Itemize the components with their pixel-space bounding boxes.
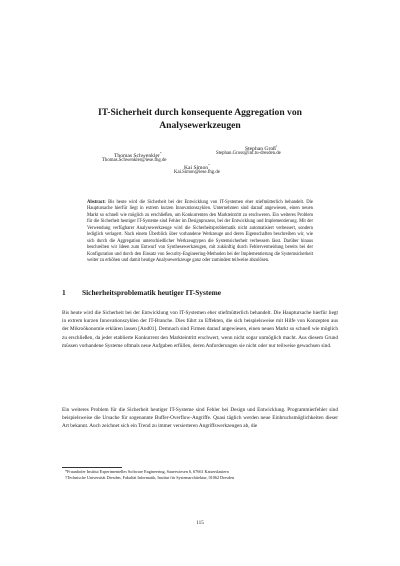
abstract-text: Bis heute wird die Sicherheit bei der Entwicklung von IT-Systemen eher stiefmütterlich behandelt. Die Hauptursache hierfür liegt in extrem kurzen Innovationszyklen. Unternehmen sind darauf angewiesen, einen neuen Markt so schnell wie möglich zu erschließen, um Konkurrenten den Markteintritt zu erschweren. Ein weiteres Problem für die Sicherheit heutiger IT-Systeme sind Fehler im Designprozess, bei der Entwicklung und Implementierung. Mit der Verwendung verfügbarer Analysewerkzeuge wird die Sicherheitsproblematik nicht automatisiert verbessert, sondern lediglich verlagert. Nach einem Überblick über vorhandene Werkzeuge und deren Eigenschaften beschreiben wir, wie sich durch die Aggregation unterschiedlicher Werkzeugtypen die Systemsicherheit verbessern lässt. Darüber hinaus beschreiben wir Ideen zum Entwurf von Synthesewerkzeugen, mit zukünftig durch Fehlervermeidung bereits bei der Konfiguration und durch den Einsatz von Security-Engineering-Methoden bei der Implementierung die Systemsicherheit weiter zu erhöhen und damit heutige Analysewerkzeuge ganz oder zumindest teilweise abzulösen. [87,200,313,264]
title-line-1: IT-Sicherheit durch konsequente Aggregation von [98,107,302,118]
section-title: Sicherheitsproblematik heutiger IT-Systeme [82,288,222,297]
author-email-3: Kai.Simon@iese.fhg.de [174,170,220,175]
section-heading [62,288,221,297]
footnote-1: *Fraunhofer Institut Experimentelles Software Engineering, Sauerwiesen 6, 67661 Kaiserslautern [65,469,229,474]
body-paragraph-1: Bis heute wird die Sicherheit bei der Entwicklung von IT-Systemen eher stiefmütterlich behandelt. Die Hauptursache hierfür liegt in extrem kurzen Innovationszyklen der IT-Branche. Dies führt zu Effekten, die sich beispielsweise mit Hilfe von Konzepten aus der Mikroökonomie erklären lassen [And01]. Demnach sind Firmen darauf angewiesen, einen neuen Markt so schnell wie möglich zu erschließen, da jeder etablierte Konkurrent den Markteintritt erschwert, wenn nicht sogar unmöglich macht. Aus diesem Grund müssen vorhandene Systeme oftmals neue Aufgaben erfüllen, deren Anforderungen sie nicht oder nur teilweise gewachsen sind. [62,310,338,349]
footnote-rule [62,467,122,468]
footnote-2: †Technische Universität Dresden, Fakultät Informatik, Institut für Systemarchitektur, 01062 Dresden [65,475,235,480]
page-number: 115 [196,520,204,526]
author-name-3: Kai Simon* [184,163,210,171]
abstract-label: Abstract: [87,200,106,205]
author-email-2: Stephan.Gross@inf.tu-dresden.de [216,151,281,156]
paper-title [60,107,340,132]
title-line-2: Analysewerkzeugen [159,119,241,131]
body-paragraph-2: Ein weiteres Problem für die Sicherheit heutiger IT-Systeme sind Fehler bei Design und Entwicklung. Programmierfehler sind beispielsweise die Ursache für sogenannte Buffer-Overflow-Angriffe. Quasi täglich werden neue Einbruchsmöglichkeiten dieser Art bekannt. Auch zeichnet sich ein Trend zu immer versierteren Angriffswerkzeugen ab, die [62,407,338,430]
author-name-2: Stephan Groß† [245,144,278,152]
author-email-1: Thomas.Schwenkler@iese.fhg.de [102,158,167,163]
section-number: 1 [62,288,66,297]
abstract [87,200,313,265]
author-name-1: Thomas Schwenkler* [114,151,162,159]
